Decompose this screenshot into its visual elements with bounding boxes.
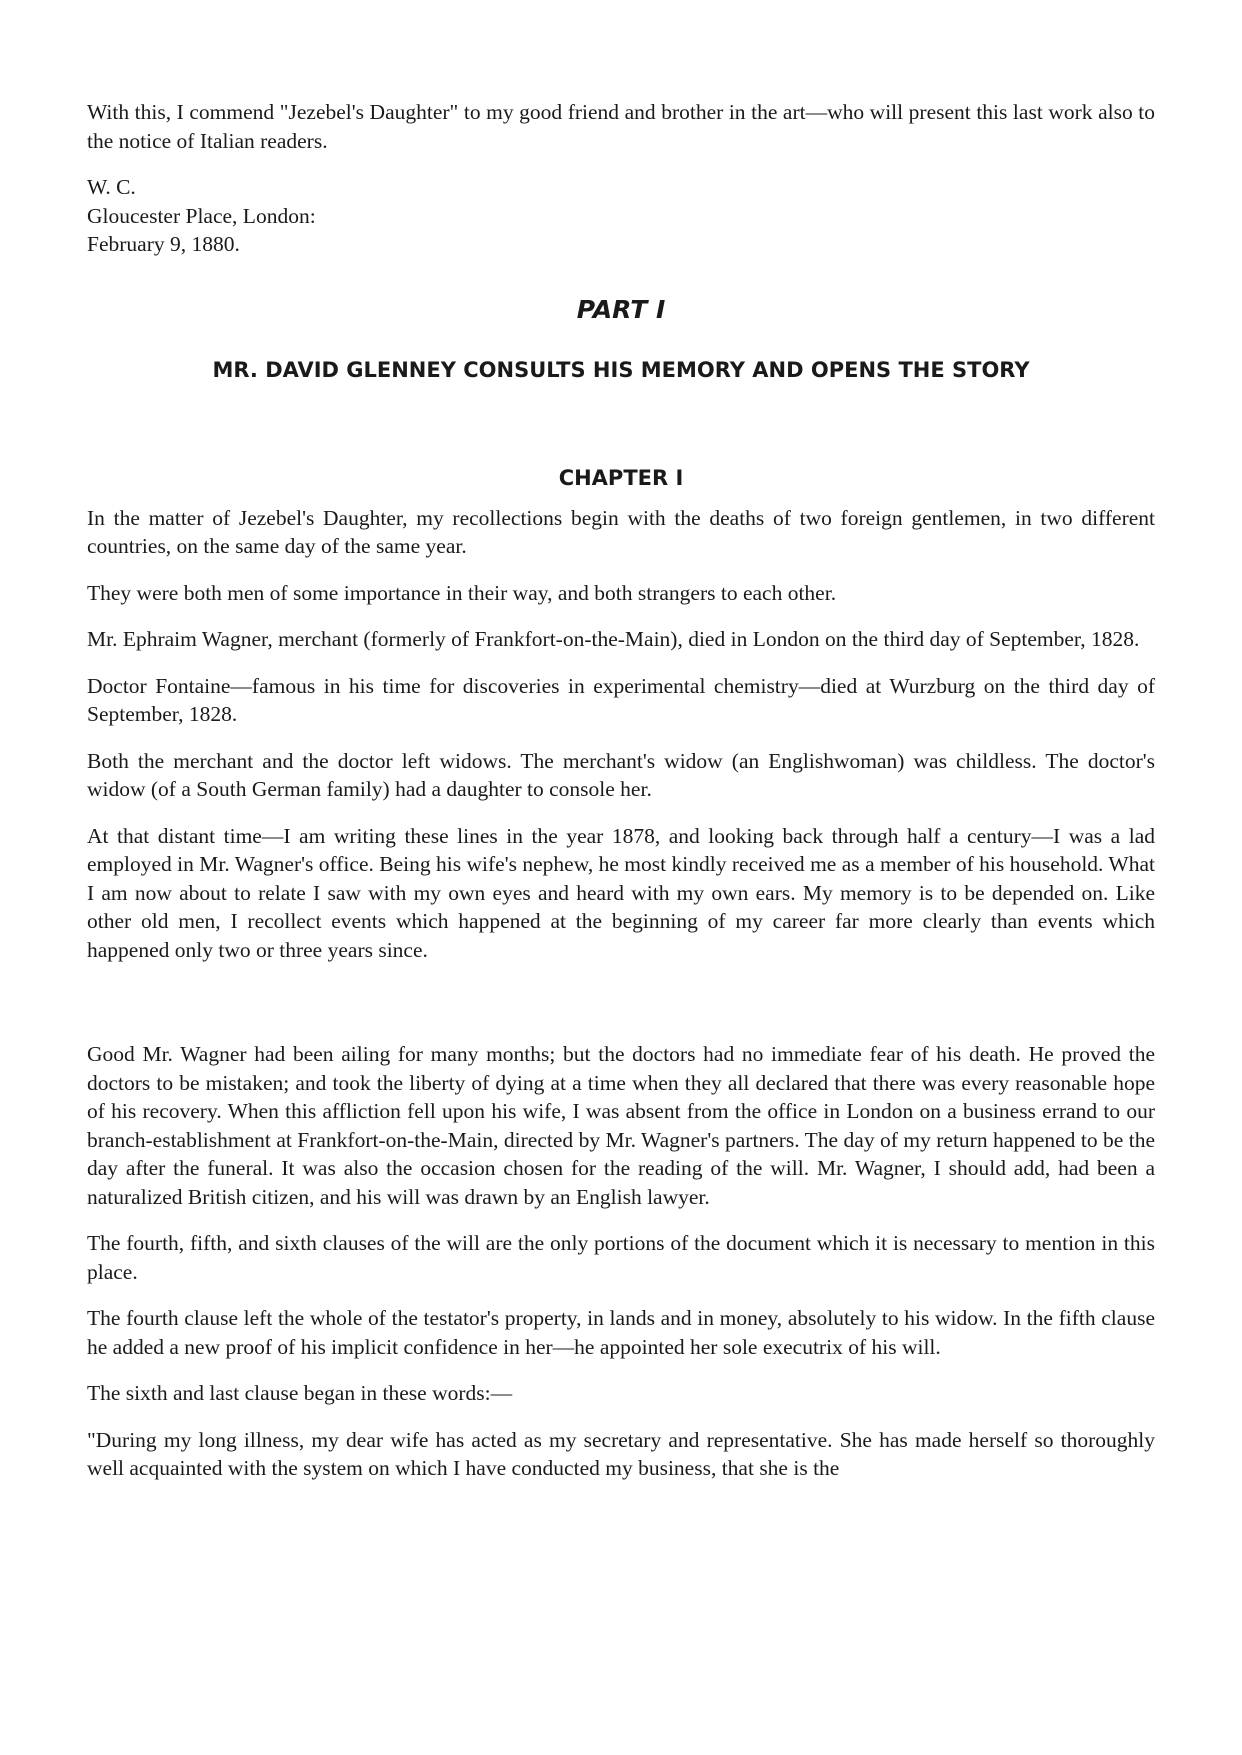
chapter-title: CHAPTER I <box>558 465 684 490</box>
signature-place: Gloucester Place, London: <box>87 203 316 228</box>
signature-initials: W. C. <box>87 175 136 199</box>
chapter-paragraph: In the matter of Jezebel's Daughter, my recollections begin with the deaths of two foreign gentlemen, in two different countries, on the same day of the same year. <box>87 505 1155 558</box>
chapter-paragraph: "During my long illness, my dear wife has acted as my secretary and representative. She has made herself so thoroughly well acquainted with the system on which I have conducted my business, that she is the <box>87 1427 1155 1480</box>
chapter-paragraph: Doctor Fontaine—famous in his time for discoveries in experimental chemistry—died at Wurzburg on the third day of September, 1828. <box>87 673 1155 726</box>
intro-closing-paragraph: With this, I commend "Jezebel's Daughter" to my good friend and brother in the art—who will present this last work also to the notice of Italian readers. <box>87 100 1155 153</box>
signature-date: February 9, 1880. <box>87 232 240 256</box>
document-page <box>87 98 1155 1501</box>
chapter-paragraph: Mr. Ephraim Wagner, merchant (formerly of Frankfort-on-the-Main), died in London on the third day of September, 1828. <box>87 627 1140 651</box>
chapter-paragraph: They were both men of some importance in their way, and both strangers to each other. <box>87 580 837 605</box>
chapter-paragraph: Both the merchant and the doctor left widows. The merchant's widow (an Englishwoman) was childless. The doctor's widow (of a South German family) had a daughter to console her. <box>87 748 1155 801</box>
chapter-paragraph: The sixth and last clause began in these words:— <box>87 1381 513 1405</box>
signature-block <box>87 173 1155 259</box>
chapter-paragraph: The fourth clause left the whole of the testator's property, in lands and in money, absolutely to his widow. In the fifth clause he added a new proof of his implicit confidence in her—he appointed her sole executrix of his will. <box>87 1306 1155 1359</box>
section-break <box>87 982 1155 1040</box>
chapter-paragraph: At that distant time—I am writing these lines in the year 1878, and looking back through half a century—I was a lad employed in Mr. Wagner's office. Being his wife's nephew, he most kindly received me as a member of his household. What I am now about to relate I saw with my own eyes and heard with my own ears. My memory is to be depended on. Like other old men, I recollect events which happened at the beginning of my career far more clearly than events which happened only two or three years since. <box>87 823 1155 962</box>
part-subtitle: MR. DAVID GLENNEY CONSULTS HIS MEMORY AND OPENS THE STORY <box>212 357 1030 382</box>
part-title: PART I <box>576 294 666 324</box>
chapter-paragraph: The fourth, fifth, and sixth clauses of the will are the only portions of the document which it is necessary to mention in this place. <box>87 1231 1155 1284</box>
chapter-paragraph: Good Mr. Wagner had been ailing for many months; but the doctors had no immediate fear of his death. He proved the doctors to be mistaken; and took the liberty of dying at a time when they all declared that there was every reasonable hope of his recovery. When this affliction fell upon his wife, I was absent from the office in London on a business errand to our branch-establishment at Frankfort-on-the-Main, directed by Mr. Wagner's partners. The day of my return happened to be the day after the funeral. It was also the occasion chosen for the reading of the will. Mr. Wagner, I should add, had been a naturalized British citizen, and his will was drawn by an English lawyer. <box>87 1042 1155 1209</box>
